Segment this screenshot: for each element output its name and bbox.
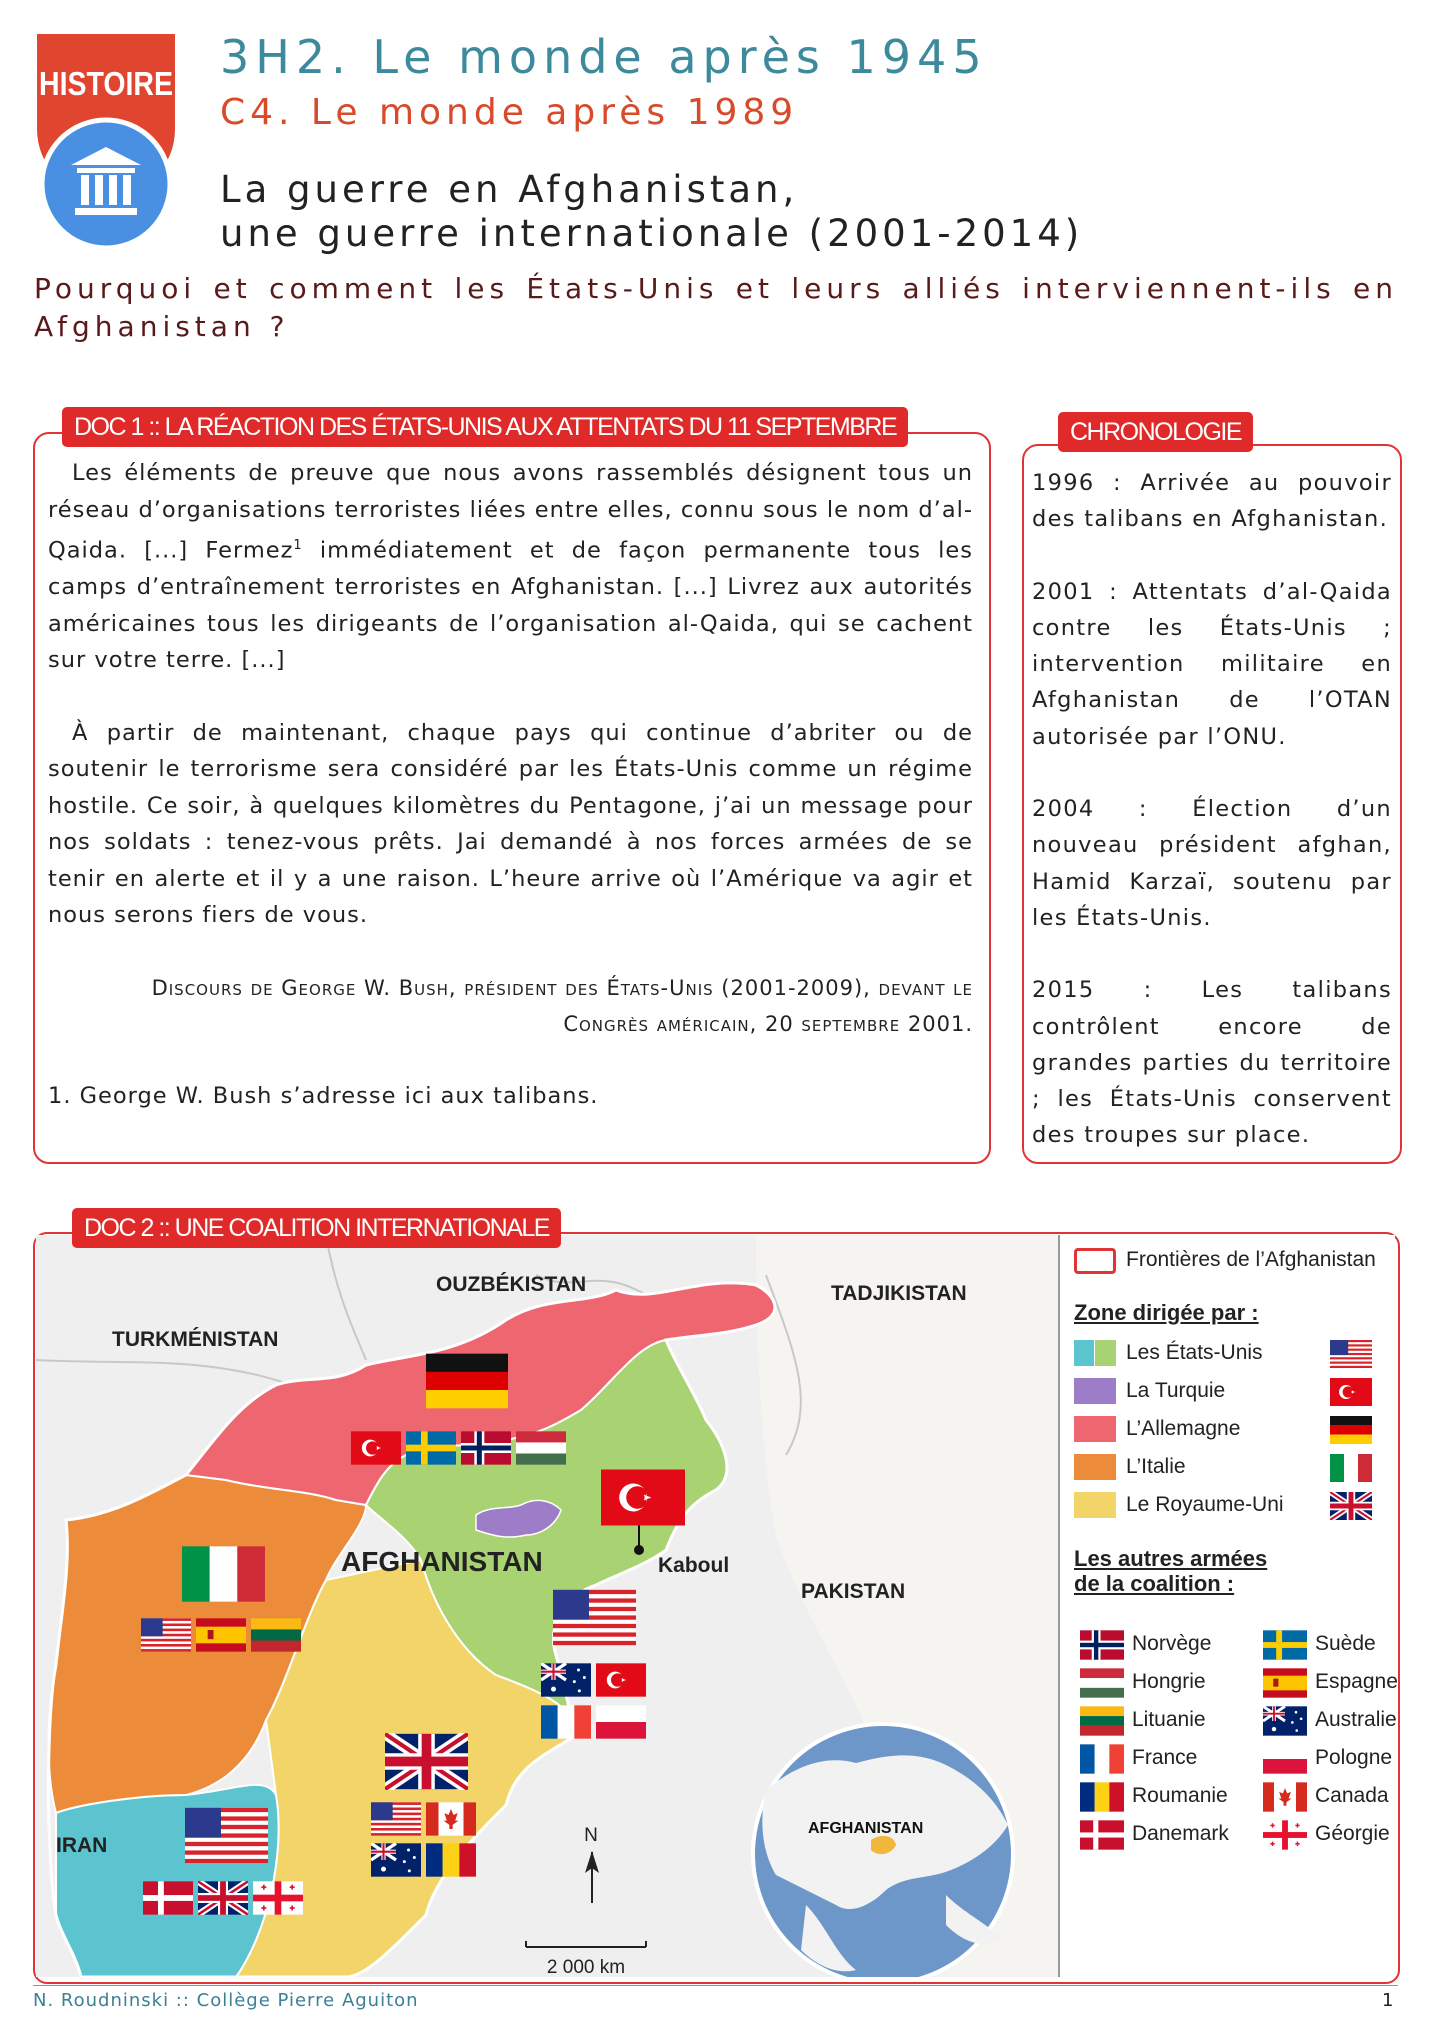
italy-flag-icon [1330, 1454, 1372, 1482]
north-label: N [584, 1825, 598, 1846]
canada-flag-icon [1263, 1782, 1307, 1812]
chronology-entry: 2015 : Les talibans contrôlent encore de grandes parties du territoire ; les États-Unis conservent des troupes sur place. [1032, 977, 1392, 1149]
spain-flag-icon [1263, 1668, 1307, 1698]
legend-other-label: Pologne [1315, 1746, 1393, 1769]
legend-zone-title: Zone dirigée par : [1074, 1300, 1259, 1325]
legend-other-label: Canada [1315, 1784, 1389, 1807]
chronology-entry: 1996 : Arrivée au pouvoir des talibans en Afghanistan. [1032, 470, 1392, 533]
flag-turkey [596, 1663, 646, 1696]
legend-other-label: France [1132, 1746, 1198, 1769]
lesson-title-line-1: La guerre en Afghanistan, [220, 168, 799, 211]
australia-flag-icon [1263, 1706, 1307, 1736]
lesson-title [220, 168, 1083, 256]
footnote-ref: 1 [293, 538, 303, 553]
label-tadjikistan: TADJIKISTAN [831, 1282, 967, 1305]
label-kaboul: Kaboul [658, 1554, 730, 1577]
doc1-footnote: 1. George W. Bush s’adresse ici aux talibans. [48, 1082, 599, 1109]
legend-other-label: Lituanie [1132, 1708, 1206, 1731]
flag-usa [371, 1802, 421, 1835]
legend-other-label: Roumanie [1132, 1784, 1228, 1807]
legend-zone-item: Le Royaume-Uni [1074, 1492, 1374, 1526]
flag-uk [385, 1734, 468, 1789]
legend-zone-item: L’Italie [1074, 1454, 1374, 1488]
flag-uk [198, 1881, 248, 1914]
flag-italy [182, 1546, 265, 1601]
legend-other-label: Hongrie [1132, 1670, 1206, 1693]
legend-zone-item: L’Allemagne [1074, 1416, 1374, 1450]
flag-australia [541, 1663, 591, 1696]
legend-zone-item: Les États-Unis [1074, 1340, 1374, 1374]
flag-turkey [351, 1431, 401, 1464]
coalition-map [36, 1235, 1058, 1977]
chronology-entry: 2001 : Attentats d’al-Qaida contre les États-Unis ; intervention militaire en Afghanistan de l’OTAN autorisée par l’ONU. [1032, 578, 1392, 750]
hungary-flag-icon [1080, 1668, 1124, 1698]
lesson-title-line-2: une guerre internationale (2001-2014) [220, 212, 1084, 255]
flag-georgia [253, 1881, 303, 1914]
doc1-text [48, 455, 973, 1114]
legend-other-label: Espagne [1315, 1670, 1398, 1693]
flag-usa [185, 1808, 268, 1863]
footer-rule [33, 1985, 1398, 1986]
flag-germany [426, 1354, 508, 1409]
chronology-entry: 2004 : Élection d’un nouveau président afghan, Hamid Karzaï, soutenu par les États-Unis. [1032, 796, 1392, 931]
flag-spain [196, 1618, 246, 1651]
legend-other-label: Norvège [1132, 1632, 1212, 1655]
legend-others-title: Les autres armées de la coalition : [1074, 1546, 1268, 1596]
globe-inset [753, 1724, 1013, 1977]
label-turkmenistan: TURKMÉNISTAN [112, 1328, 279, 1351]
flag-france [541, 1705, 591, 1738]
denmark-flag-icon [1080, 1820, 1124, 1850]
flag-denmark [143, 1881, 193, 1914]
romania-flag-icon [1080, 1782, 1124, 1812]
chapter-title: 3H2. Le monde après 1945 [220, 30, 988, 84]
page-number: 1 [1382, 1990, 1395, 2011]
doc1-paragraph-2: À partir de maintenant, chaque pays qui continue d’abriter ou de soutenir le terrorisme sera considéré par les États-Unis comme un régime hostile. Ce soir, à quelques kilomètres du Pentagone, j’ai un message pour nos soldats : tenez-vous prêts. Jai demandé à nos forces armées de se tenir en alerte et il y a une raison. L’heure arrive où l’Amérique va agir et nous serons fiers de vous. [48, 719, 973, 928]
uk-flag-icon [1330, 1492, 1372, 1520]
legend-others-grid [1080, 1630, 1398, 1870]
label-ouzbekistan: OUZBÉKISTAN [436, 1273, 587, 1296]
flag-turkey [601, 1470, 685, 1526]
usa-flag-icon [1330, 1340, 1372, 1368]
doc2-tag: DOC 2 :: UNE COALITION INTERNATIONALE [72, 1208, 561, 1248]
legend-other-label: Danemark [1132, 1822, 1229, 1845]
flag-usa [141, 1618, 191, 1651]
georgia-flag-icon [1263, 1820, 1307, 1850]
label-pakistan: PAKISTAN [801, 1580, 906, 1603]
norway-flag-icon [1080, 1630, 1124, 1660]
poland-flag-icon [1263, 1744, 1307, 1774]
flag-poland [596, 1705, 646, 1738]
chapter-subtitle: C4. Le monde après 1989 [220, 92, 799, 133]
kaboul-marker [634, 1545, 644, 1555]
legend-other-label: Australie [1315, 1708, 1397, 1731]
flag-lithuania [251, 1618, 301, 1651]
badge-label: HISTOIRE [39, 65, 173, 102]
legend-other-label: Suède [1315, 1632, 1376, 1655]
globe-label: AFGHANISTAN [808, 1820, 924, 1837]
flag-canada [426, 1802, 476, 1835]
chronology-tag: CHRONOLOGIE [1058, 412, 1253, 452]
legend-other-label: Géorgie [1315, 1822, 1390, 1845]
histoire-badge [33, 34, 179, 259]
flag-sweden [406, 1431, 456, 1464]
flag-usa [553, 1590, 636, 1645]
footer-author: N. Roudninski :: Collège Pierre Aguiton [33, 1990, 419, 2011]
doc1-source-line-2: Congrès américain, 20 septembre 2001. [563, 1011, 973, 1036]
chronology-list [1032, 465, 1392, 1190]
lithuania-flag-icon [1080, 1706, 1124, 1736]
flag-hungary [516, 1431, 566, 1464]
label-afghanistan: AFGHANISTAN [341, 1546, 543, 1577]
doc1-tag: DOC 1 :: LA RÉACTION DES ÉTATS-UNIS AUX ATTENTATS DU 11 SEPTEMBRE [62, 407, 908, 447]
doc1-paragraph-1: Les éléments de preuve que nous avons rassemblés désignent tous un réseau d’organisations terroristes liées entre elles, connu sous le nom d’al-Qaida. [...] Fermez$^1$ immédiatement et de façon permanente tous les camps d’entraînement terroristes en Afghanistan. [...] Livrez aux autorités américaines tous les dirigeants de l’organisation al-Qaida, qui se cachent sur votre terre. [...] [48, 460, 973, 673]
legend-zone-item: La Turquie [1074, 1378, 1374, 1412]
sweden-flag-icon [1263, 1630, 1307, 1660]
scale-label: 2 000 km [546, 1957, 626, 1977]
germany-flag-icon [1330, 1416, 1372, 1444]
flag-norway [461, 1431, 511, 1464]
flag-australia [371, 1843, 421, 1876]
label-iran: IRAN [56, 1834, 108, 1857]
france-flag-icon [1080, 1744, 1124, 1774]
problem-question: Pourquoi et comment les États-Unis et leurs alliés interviennent-ils en Afghanistan ? [34, 272, 1398, 343]
doc1-source-line-1: Discours de George W. Bush, président des États-Unis (2001-2009), devant le [151, 975, 973, 1000]
flag-romania [426, 1843, 476, 1876]
turkey-flag-icon [1330, 1378, 1372, 1406]
